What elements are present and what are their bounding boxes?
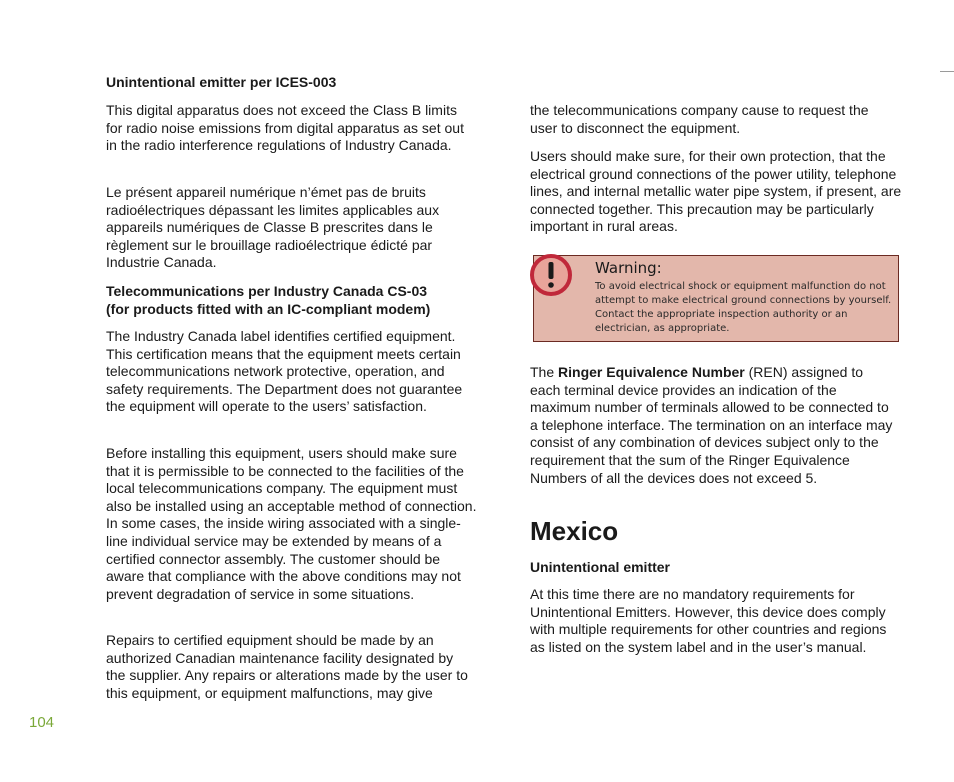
- mexico-heading: Mexico: [530, 516, 619, 546]
- ren-term: Ringer Equivalence Number: [558, 364, 745, 380]
- mexico-paragraph: At this time there are no mandatory requirements for Unintentional Emitters. However, this device does comply with multiple requirements for other countries and regions as listed on the system label and in the user’s manual.: [530, 586, 887, 655]
- continued-paragraph: the telecommunications company cause to request the user to disconnect the equipment.: [530, 102, 869, 136]
- cs03-paragraph-2: Before installing this equipment, users should make sure that it is permissible to be connected to the facilities of the local telecommunications company. The equipment must also be installed using an acceptable method of connection. In some cases, the inside wiring associated with a single-line individual service may be extended by means of a certified connector assembly. The customer should be aware that compliance with the above conditions may not prevent degradation of service in some situations.: [106, 445, 477, 602]
- corner-mark: [940, 71, 954, 72]
- ices-heading: Unintentional emitter per ICES-003: [106, 74, 337, 90]
- grounding-paragraph: Users should make sure, for their own protection, that the electrical ground connections of the power utility, telephone lines, and internal metallic water pipe system, if present, are connected together. This precaution may be particularly important in rural areas.: [530, 148, 902, 235]
- warning-text: To avoid electrical shock or equipment malfunction do not attempt to make electrical ground connections by yourself. Contact the appropriate inspection authority or an electrician, as appropriate.: [595, 281, 892, 334]
- ices-paragraph-fr: Le présent appareil numérique n’émet pas de bruits radioélectriques dépassant les limites applicables aux appareils numériques de Classe B prescrites dans le règlement sur le brouillage radioélectrique édicté par Industrie Canada.: [106, 184, 440, 271]
- warning-exclamation-icon: [528, 252, 574, 298]
- cs03-heading-line2: (for products fitted with an IC-compliant modem): [106, 301, 431, 317]
- ren-text: (REN) assigned to each terminal device provides an indication of the maximum number of terminals allowed to be connected to a telephone interface. The termination on an interface may consist of any combination of devices subject only to the requirement that the sum of the Ringer Equivalence Numbers of all the devices does not exceed 5.: [530, 364, 893, 486]
- warning-box: [533, 255, 899, 342]
- cs03-paragraph-3: Repairs to certified equipment should be made by an authorized Canadian maintenance facility designated by the supplier. Any repairs or alterations made by the user to this equipment, or equipment malfunctions, may give: [106, 632, 468, 701]
- ren-paragraph: [530, 364, 896, 487]
- ren-prefix: The: [530, 364, 559, 380]
- warning-title: Warning:: [595, 259, 662, 277]
- page-number: 104: [29, 714, 55, 731]
- cs03-heading: [106, 282, 430, 318]
- mexico-subheading: Unintentional emitter: [530, 559, 671, 575]
- cs03-heading-line1: Telecommunications per Industry Canada CS-03: [106, 283, 428, 299]
- cs03-paragraph-1: The Industry Canada label identifies certified equipment. This certification means that the equipment meets certain telecommunications network protective, operation, and safety requirements. The Department does not guarantee the equipment will operate to the users’ satisfaction.: [106, 328, 463, 415]
- ices-paragraph-en: This digital apparatus does not exceed the Class B limits for radio noise emissions from digital apparatus as set out in the radio interference regulations of Industry Canada.: [106, 102, 464, 154]
